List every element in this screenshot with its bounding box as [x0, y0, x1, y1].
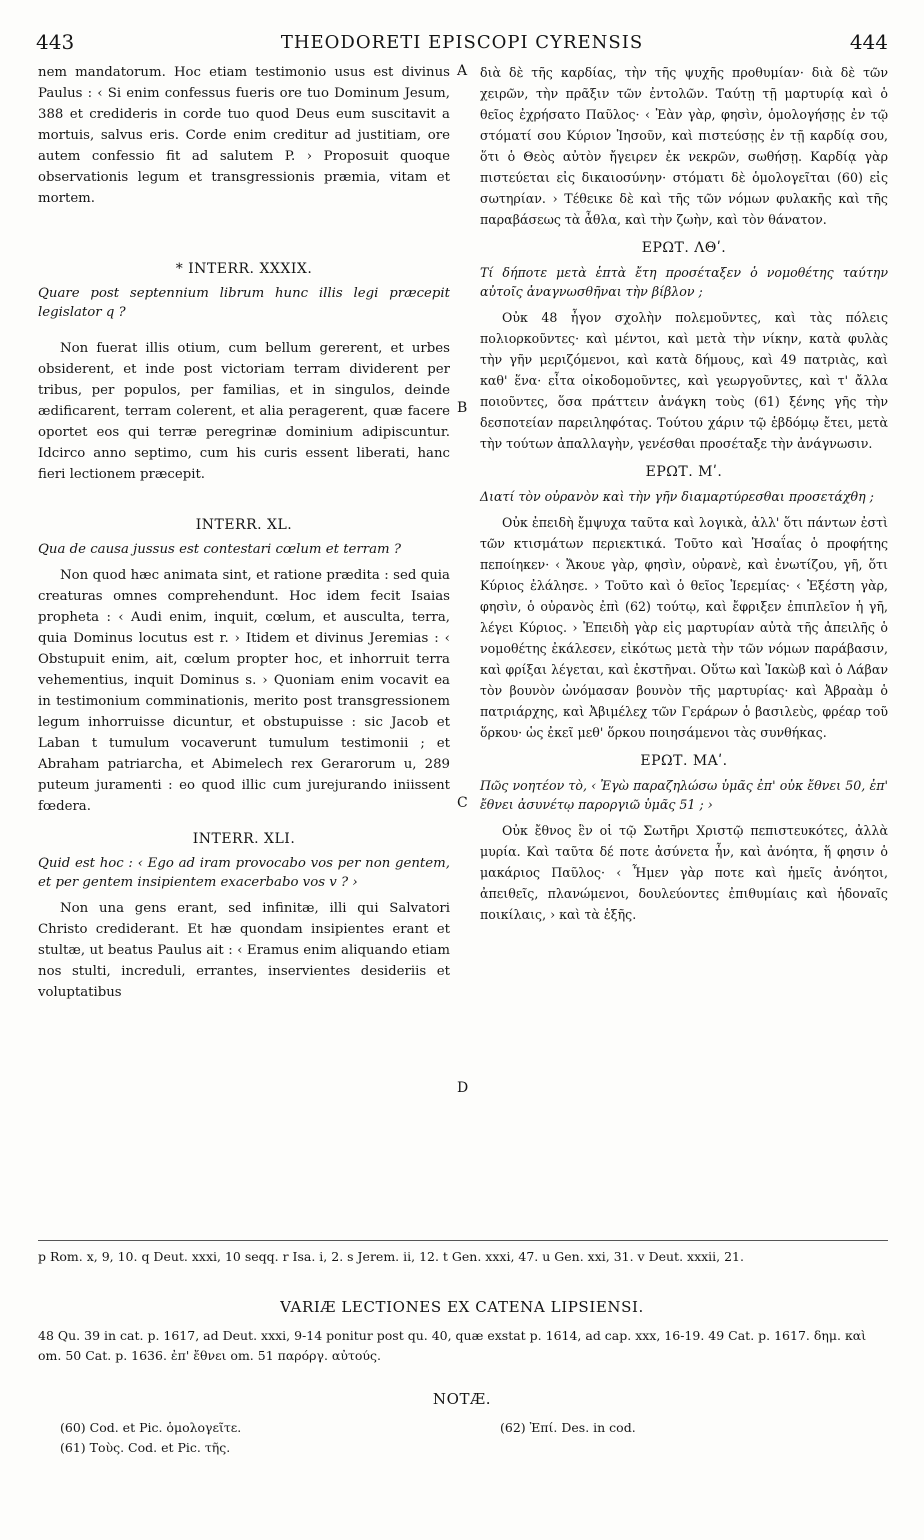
- running-title: THEODORETI EPISCOPI CYRENSIS: [280, 32, 644, 53]
- latin-answer-41: Non una gens erant, sed infinitæ, illi qui Salvatori Christo crediderant. Et hæ quondam insipientes erant et stultæ, ut beatus Paulus ait : ‹ Eramus enim aliquando etiam nos stulti, increduli, errantes, inservientes desideriis et voluptatibus: [38, 901, 450, 1000]
- notae-title: NOTÆ.: [432, 1390, 492, 1408]
- latin-section-title-39: * INTERR. XXXIX.: [175, 261, 313, 277]
- latin-question-41: Quid est hoc : ‹ Ego ad iram provocabo vos per non gentem, et per gentem insipientem exacerbabo vos v ? ›: [38, 856, 450, 890]
- greek-answer-39: Οὐκ 48 ἦγον σχολὴν πολεμοῦντες, καὶ τὰς πόλεις πολιορκοῦντες· καὶ μέντοι, καὶ μετὰ τὴν νίκην, κατὰ φυλὰς τὴν γῆν μεριζόμενοι, καὶ κατὰ δήμους, καὶ 49 πατριὰς, καὶ καθ' ἕνα· εἶτα οἰκοδομοῦντες, καὶ γεωργοῦντες, καὶ τ' ἄλλα ποιοῦντες, ὅσα πράττειν ἀνάγκη τοὺς (61) ξένης γῆς τὴν δεσποτείαν παρειληφότας. Τούτου χάριν τῷ ἑβδόμῳ ἔτει, μετὰ τὴν τούτων ἀπαλλαγὴν, γενέσθαι προσέταξε τὴν ἀνάγνωσιν.: [480, 310, 888, 451]
- greek-section-title-39: ΕΡΩΤ. ΛΘʹ.: [641, 240, 727, 256]
- greek-question-40: Διατί τὸν οὐρανὸν καὶ τὴν γῆν διαμαρτύρεσθαι προσετάχθη ;: [480, 489, 874, 504]
- page-number-left: 443: [36, 30, 75, 54]
- greek-answer-41: Οὐκ ἔθνος ἓν οἱ τῷ Σωτῆρι Χριστῷ πεπιστευκότες, ἀλλὰ μυρία. Καὶ ταῦτα δέ ποτε ἀσύνετα ἦν, καὶ ἀνόητα, ἥ φησιν ὁ μακάριος Παῦλος· ‹ Ἦμεν γὰρ ποτε καὶ ἡμεῖς ἀνόητοι, ἀπειθεῖς, πλανώμενοι, δουλεύοντες ἐπιθυμίαις καὶ ἡδοναῖς ποικίλαις, › καὶ τὰ ἑξῆς.: [480, 823, 888, 922]
- footnotes: p Rom. x, 9, 10. q Deut. xxxi, 10 seqq. r Isa. i, 2. s Jerem. ii, 12. t Gen. xxxi, 47. u Gen. xxi, 31. v Deut. xxxii, 21.: [38, 1249, 744, 1264]
- latin-column: [38, 62, 450, 1003]
- running-header: [36, 30, 888, 60]
- latin-answer-39: Non fuerat illis otium, cum bellum gererent, et urbes obsiderent, et inde post victoriam terram dividerent per tribus, per populos, per familias, et in singulos, deinde ædificarent, terram colerent, et alia peragerent, quæ facere oportet eos qui terræ peregrinæ dominium adipiscuntur. Idcirco anno septimo, cum his curis essent liberati, hanc fieri lectionem præcepit.: [38, 341, 450, 482]
- margin-letter-b: B: [457, 400, 468, 416]
- greek-section-title-41: ΕΡΩΤ. ΜΑʹ.: [640, 753, 728, 769]
- margin-letter-c: C: [457, 795, 468, 811]
- greek-question-39: Τί δήποτε μετὰ ἑπτὰ ἔτη προσέταξεν ὁ νομοθέτης ταύτην αὐτοῖς ἀναγνωσθῆναι τὴν βίβλον ;: [480, 265, 888, 299]
- margin-letter-a: A: [457, 63, 468, 79]
- variae-lectiones-title: VARIÆ LECTIONES EX CATENA LIPSIENSI.: [280, 1298, 644, 1316]
- greek-section-title-40: ΕΡΩΤ. Μʹ.: [645, 464, 723, 480]
- greek-column: [480, 62, 888, 925]
- latin-section-title-40: INTERR. XL.: [195, 517, 293, 533]
- footnote-rule: [38, 1240, 888, 1241]
- greek-paragraph-intro: διὰ δὲ τῆς καρδίας, τὴν τῆς ψυχῆς προθυμίαν· διὰ δὲ τῶν χειρῶν, τὴν πρᾶξιν τῶν ἐντολῶν. Ταύτῃ τῇ μαρτυρίᾳ καὶ ὁ θεῖος ἐχρήσατο Παῦλος· ‹ Ἐὰν γὰρ, φησὶν, ὁμολογήσῃς ἐν τῷ στόματί σου Κύριον Ἰησοῦν, καὶ πιστεύσῃς ἐν τῇ καρδίᾳ σου, ὅτι ὁ Θεὸς αὐτὸν ἤγειρεν ἐκ νεκρῶν, σωθήσῃ. Καρδίᾳ γὰρ πιστεύεται εἰς δικαιοσύνην· στόματι δὲ ὁμολογεῖται (60) εἰς σωτηρίαν. › Τέθεικε δὲ καὶ τῆς τῶν νόμων φυλακῆς καὶ τῆς παραβάσεως τὰ ἆθλα, καὶ τὴν ζωὴν, καὶ τὸν θάνατον.: [480, 65, 888, 227]
- greek-answer-40: Οὐκ ἐπειδὴ ἔμψυχα ταῦτα καὶ λογικὰ, ἀλλ' ὅτι πάντων ἐστὶ τῶν κτισμάτων περιεκτικά. Τοῦτο καὶ Ἡσαΐας ὁ προφήτης πεποίηκεν· ‹ Ἄκουε γὰρ, φησὶν, οὐρανὲ, καὶ ἐνωτίζου, γῆ, ὅτι Κύριος ἐλάλησε. › Τοῦτο καὶ ὁ θεῖος Ἱερεμίας· ‹ Ἐξέστη γὰρ, φησὶν, ὁ οὐρανὸς ἐπὶ (62) τούτῳ, καὶ ἔφριξεν ἐπιπλεῖον ἡ γῆ, λέγει Κύριος. › Ἐπειδὴ γὰρ εἰς μαρτυρίαν αὐτὰ τῆς ἀπειλῆς ὁ νομοθέτης ἐκάλεσεν, εἰκότως μετὰ τὴν τῶν νόμων παράβασιν, καὶ φρίξαι λέγεται, καὶ ἐκστῆναι. Οὕτω καὶ Ἰακὼβ καὶ ὁ Λάβαν τὸν βουνὸν ὠνόμασαν βουνὸν τῆς μαρτυρίας· καὶ Ἀβραὰμ ὁ πατριάρχης, καὶ Ἀβιμέλεχ τῶν Γεράρων ὁ βασιλεὺς, φρέαρ τοῦ ὅρκου· ὡς ἐκεῖ μεθ' ὅρκου ποιησάμενοι τὰς συνθήκας.: [480, 515, 888, 740]
- latin-question-40: Qua de causa jussus est contestari cœlum et terram ?: [38, 542, 402, 557]
- latin-paragraph-intro: nem mandatorum. Hoc etiam testimonio usus est divinus Paulus : ‹ Si enim confessus fueris ore tuo Dominum Jesum, 388 et credideris in corde tuo quod Deus eum suscitavit a mortuis, salvus eris. Corde enim creditur ad justitiam, ore autem confessio fit ad salutem P. › Proposuit quoque observationis legum et transgressionis præmia, vitam et mortem.: [38, 65, 450, 206]
- latin-answer-40: Non quod hæc animata sint, et ratione prædita : sed quia creaturas omnes comprehendunt. Hoc idem fecit Isaias propheta : ‹ Audi enim, inquit, cœlum, et ausculta, terra, quia Dominus locutus est r. › Itidem et divinus Jeremias : ‹ Obstupuit enim, ait, cœlum propter hoc, et inhorruit terra vehementius, inquit Dominus s. › Quoniam enim vocavit ea in testimonium comminationis, merito post transgressionem legum inhorruisse dicuntur, et obstupuisse : sic Jacob et Laban t tumulum vocaverunt tumulum testimonii ; et Abraham patriarcha, et Abimelech rex Gerarorum u, 289 puteum juramenti : eo quod illic cum jurejurando iniissent fœdera.: [38, 568, 450, 814]
- page-number-right: 444: [849, 30, 888, 54]
- note-62: (62) Ἐπί. Des. in cod.: [500, 1420, 636, 1435]
- latin-question-39: Quare post septennium librum hunc illis legi præcepit legislator q ?: [38, 286, 450, 320]
- variae-lectiones-text: 48 Qu. 39 in cat. p. 1617, ad Deut. xxxi, 9-14 ponitur post qu. 40, quæ exstat p. 1614, ad cap. xxx, 16-19. 49 Cat. p. 1617. δημ. καὶ om. 50 Cat. p. 1636. ἐπ' ἔθνει om. 51 παρόργ. αὐτούς.: [38, 1328, 867, 1363]
- greek-question-41: Πῶς νοητέον τὸ, ‹ Ἐγὼ παραζηλώσω ὑμᾶς ἐπ' οὐκ ἔθνει 50, ἐπ' ἔθνει ἀσυνέτῳ παροργιῶ ὑμᾶς 51 ; ›: [480, 778, 888, 812]
- latin-section-title-41: INTERR. XLI.: [192, 831, 296, 847]
- margin-letter-d: D: [457, 1080, 469, 1096]
- note-61: (61) Τοὺς. Cod. et Pic. τῆς.: [60, 1440, 231, 1455]
- note-60: (60) Cod. et Pic. ὁμολογεῖτε.: [60, 1420, 242, 1435]
